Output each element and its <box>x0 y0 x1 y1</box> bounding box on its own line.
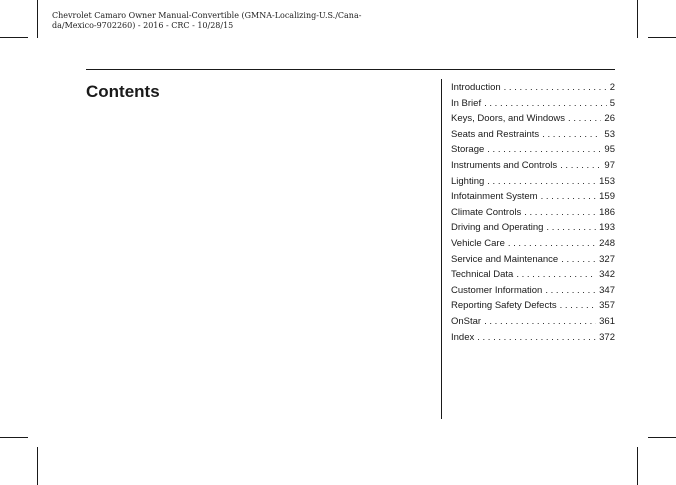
toc-entry[interactable] <box>451 222 615 238</box>
toc-entry[interactable] <box>451 82 615 98</box>
toc-entry-page-number: 248 <box>599 237 615 249</box>
toc-entry-label: Seats and Restraints <box>451 128 540 140</box>
toc-entry-page-number: 193 <box>599 222 615 234</box>
toc-entry[interactable] <box>451 285 615 301</box>
toc-entry[interactable] <box>451 98 615 114</box>
toc-leader-dots <box>546 222 596 233</box>
toc-entry-label: Driving and Operating <box>451 222 544 234</box>
toc-entry-label: Instruments and Controls <box>451 159 558 171</box>
toc-entry-page-number: 361 <box>599 315 615 327</box>
toc-entry[interactable] <box>451 238 615 254</box>
table-of-contents <box>451 82 615 347</box>
toc-entry-page-number: 2 <box>609 82 615 93</box>
toc-entry[interactable] <box>451 129 615 145</box>
toc-entry[interactable] <box>451 144 615 160</box>
header-meta-line-1: Chevrolet Camaro Owner Manual-Convertible (GMNA-Localizing-U.S./Cana- <box>52 11 362 20</box>
column-divider <box>441 79 442 419</box>
toc-leader-dots <box>545 285 596 296</box>
toc-entry-label: Storage <box>451 144 485 156</box>
toc-entry-label: Climate Controls <box>451 206 522 218</box>
toc-leader-dots <box>542 129 601 140</box>
toc-entry-page-number: 159 <box>599 191 615 203</box>
toc-entry-page-number: 5 <box>609 97 615 109</box>
toc-entry-label: Index <box>451 331 475 343</box>
toc-leader-dots <box>484 98 607 109</box>
toc-entry-label: Keys, Doors, and Windows <box>451 113 566 125</box>
toc-entry-page-number: 186 <box>599 206 615 218</box>
toc-entry-page-number: 357 <box>599 300 615 312</box>
toc-entry-label: Service and Maintenance <box>451 253 559 265</box>
toc-entry-page-number: 347 <box>599 284 615 296</box>
toc-entry-page-number: 327 <box>599 253 615 265</box>
toc-leader-dots <box>560 160 601 171</box>
toc-entry-page-number: 372 <box>599 331 615 343</box>
crop-mark-top-left-horizontal <box>0 37 28 38</box>
toc-leader-dots <box>516 269 596 280</box>
toc-entry[interactable] <box>451 207 615 223</box>
toc-leader-dots <box>524 207 596 218</box>
toc-leader-dots <box>504 82 607 93</box>
toc-leader-dots <box>541 191 597 202</box>
toc-leader-dots <box>508 238 596 249</box>
toc-entry-label: Customer Information <box>451 284 543 296</box>
toc-leader-dots <box>560 300 597 311</box>
toc-leader-dots <box>487 144 601 155</box>
toc-entry-page-number: 26 <box>604 113 615 125</box>
toc-entry-label: Lighting <box>451 175 485 187</box>
crop-mark-top-right-horizontal <box>648 37 676 38</box>
toc-leader-dots <box>561 254 596 265</box>
toc-entry-label: OnStar <box>451 315 482 327</box>
toc-entry[interactable] <box>451 176 615 192</box>
toc-entry-label: Introduction <box>451 82 501 93</box>
toc-entry[interactable] <box>451 191 615 207</box>
toc-entry-page-number: 53 <box>604 128 615 140</box>
page-title: Contents <box>86 82 160 101</box>
toc-entry-label: Technical Data <box>451 269 514 281</box>
toc-entry[interactable] <box>451 332 615 348</box>
header-meta-line-2: da/Mexico-9702260) - 2016 - CRC - 10/28/15 <box>52 21 234 30</box>
toc-entry[interactable] <box>451 316 615 332</box>
toc-entry-page-number: 97 <box>604 159 615 171</box>
toc-leader-dots <box>568 113 601 124</box>
toc-entry-page-number: 95 <box>604 144 615 156</box>
toc-entry[interactable] <box>451 113 615 129</box>
toc-leader-dots <box>487 176 596 187</box>
toc-leader-dots <box>484 316 596 327</box>
toc-entry-label: In Brief <box>451 97 482 109</box>
toc-entry[interactable] <box>451 300 615 316</box>
toc-entry-page-number: 153 <box>599 175 615 187</box>
toc-entry-label: Reporting Safety Defects <box>451 300 557 312</box>
crop-mark-top-left-vertical <box>37 0 38 38</box>
toc-entry-page-number: 342 <box>599 269 615 281</box>
toc-entry[interactable] <box>451 269 615 285</box>
top-rule <box>86 69 615 70</box>
document-header-meta <box>52 11 362 31</box>
toc-leader-dots <box>477 332 596 343</box>
toc-entry-label: Infotainment System <box>451 191 538 203</box>
crop-mark-bottom-left-horizontal <box>0 437 28 438</box>
toc-entry-label: Vehicle Care <box>451 237 505 249</box>
toc-entry[interactable] <box>451 254 615 270</box>
crop-mark-bottom-left-vertical <box>37 447 38 485</box>
crop-mark-top-right-vertical <box>637 0 638 38</box>
toc-entry[interactable] <box>451 160 615 176</box>
crop-mark-bottom-right-horizontal <box>648 437 676 438</box>
crop-mark-bottom-right-vertical <box>637 447 638 485</box>
